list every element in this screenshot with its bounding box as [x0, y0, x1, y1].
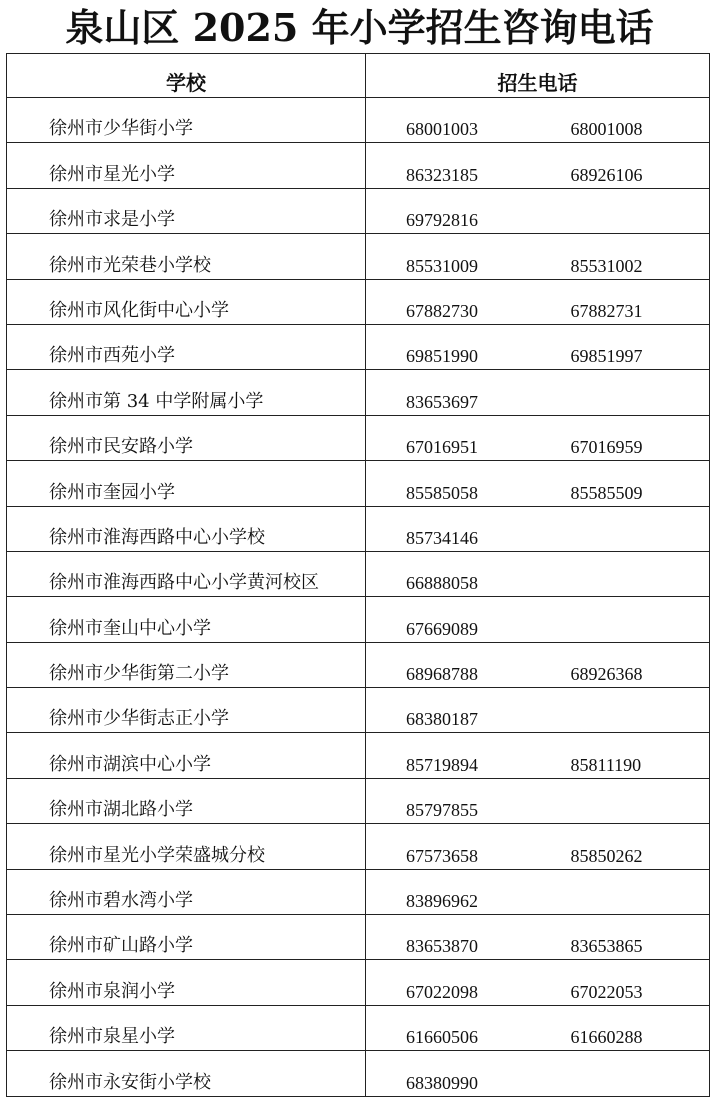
- table-row: [7, 1051, 710, 1096]
- school-name: 徐州市民安路小学: [7, 415, 366, 460]
- phone-primary: 61660506: [366, 1005, 531, 1050]
- phone-secondary: [531, 551, 710, 596]
- header-phone: 招生电话: [366, 54, 710, 98]
- phone-primary: 85797855: [366, 778, 531, 823]
- phone-primary: 85585058: [366, 461, 531, 506]
- school-name: 徐州市淮海西路中心小学黄河校区: [7, 551, 366, 596]
- phone-primary: 85734146: [366, 506, 531, 551]
- table-row: [7, 824, 710, 869]
- phone-primary: 68001003: [366, 98, 531, 143]
- phone-secondary: [531, 370, 710, 415]
- phone-secondary: 61660288: [531, 1005, 710, 1050]
- school-name: 徐州市淮海西路中心小学校: [7, 506, 366, 551]
- table-row: [7, 415, 710, 460]
- school-name: 徐州市泉星小学: [7, 1005, 366, 1050]
- table-row: [7, 778, 710, 823]
- table-row: [7, 642, 710, 687]
- phone-primary: 68380990: [366, 1051, 531, 1096]
- table-row: [7, 370, 710, 415]
- school-name: 徐州市少华街小学: [7, 98, 366, 143]
- phone-primary: 67669089: [366, 597, 531, 642]
- table-row: [7, 188, 710, 233]
- page-title: 泉山区 2025 年小学招生咨询电话: [65, 5, 654, 50]
- school-name: 徐州市星光小学: [7, 143, 366, 188]
- phone-secondary: 68926368: [531, 642, 710, 687]
- phone-primary: 68380187: [366, 688, 531, 733]
- table-row: [7, 143, 710, 188]
- school-name: 徐州市湖北路小学: [7, 778, 366, 823]
- school-name: 徐州市湖滨中心小学: [7, 733, 366, 778]
- table-row: [7, 506, 710, 551]
- phone-primary: 66888058: [366, 551, 531, 596]
- phone-primary: 83896962: [366, 869, 531, 914]
- school-name: 徐州市光荣巷小学校: [7, 234, 366, 279]
- school-name: 徐州市风化街中心小学: [7, 279, 366, 324]
- phone-primary: 83653870: [366, 915, 531, 960]
- phone-secondary: [531, 506, 710, 551]
- header-school: 学校: [7, 54, 366, 98]
- phone-primary: 67016951: [366, 415, 531, 460]
- phone-primary: 85719894: [366, 733, 531, 778]
- table-row: [7, 279, 710, 324]
- phone-secondary: 83653865: [531, 915, 710, 960]
- phone-primary: 69792816: [366, 188, 531, 233]
- phone-secondary: 67882731: [531, 279, 710, 324]
- phone-secondary: 67016959: [531, 415, 710, 460]
- phone-secondary: [531, 688, 710, 733]
- school-name: 徐州市第 34 中学附属小学: [7, 370, 366, 415]
- table-row: [7, 688, 710, 733]
- phone-secondary: [531, 869, 710, 914]
- phone-secondary: 69851997: [531, 324, 710, 369]
- enrollment-phone-table: [6, 53, 710, 1097]
- school-name: 徐州市泉润小学: [7, 960, 366, 1005]
- school-name: 徐州市星光小学荣盛城分校: [7, 824, 366, 869]
- phone-secondary: [531, 188, 710, 233]
- table-body: [7, 98, 710, 1097]
- school-name: 徐州市少华街志正小学: [7, 688, 366, 733]
- table-row: [7, 461, 710, 506]
- phone-primary: 67022098: [366, 960, 531, 1005]
- phone-secondary: 67022053: [531, 960, 710, 1005]
- table-row: [7, 1005, 710, 1050]
- table-row: [7, 324, 710, 369]
- school-name: 徐州市少华街第二小学: [7, 642, 366, 687]
- table-row: [7, 960, 710, 1005]
- table-row: [7, 98, 710, 143]
- school-name: 徐州市矿山路小学: [7, 915, 366, 960]
- phone-secondary: 85531002: [531, 234, 710, 279]
- phone-primary: 69851990: [366, 324, 531, 369]
- table-row: [7, 597, 710, 642]
- school-name: 徐州市求是小学: [7, 188, 366, 233]
- table-row: [7, 234, 710, 279]
- phone-primary: 85531009: [366, 234, 531, 279]
- phone-secondary: 68926106: [531, 143, 710, 188]
- table-row: [7, 915, 710, 960]
- phone-primary: 68968788: [366, 642, 531, 687]
- phone-primary: 86323185: [366, 143, 531, 188]
- table-row: [7, 551, 710, 596]
- phone-secondary: 85850262: [531, 824, 710, 869]
- school-name: 徐州市奎山中心小学: [7, 597, 366, 642]
- table-row: [7, 869, 710, 914]
- table-header-row: [7, 54, 710, 98]
- phone-primary: 67573658: [366, 824, 531, 869]
- phone-secondary: 68001008: [531, 98, 710, 143]
- school-name: 徐州市永安街小学校: [7, 1051, 366, 1096]
- school-name: 徐州市奎园小学: [7, 461, 366, 506]
- phone-secondary: [531, 1051, 710, 1096]
- table-row: [7, 733, 710, 778]
- phone-secondary: 85585509: [531, 461, 710, 506]
- phone-primary: 83653697: [366, 370, 531, 415]
- phone-secondary: 85811190: [531, 733, 710, 778]
- phone-primary: 67882730: [366, 279, 531, 324]
- phone-secondary: [531, 597, 710, 642]
- phone-secondary: [531, 778, 710, 823]
- school-name: 徐州市西苑小学: [7, 324, 366, 369]
- school-name: 徐州市碧水湾小学: [7, 869, 366, 914]
